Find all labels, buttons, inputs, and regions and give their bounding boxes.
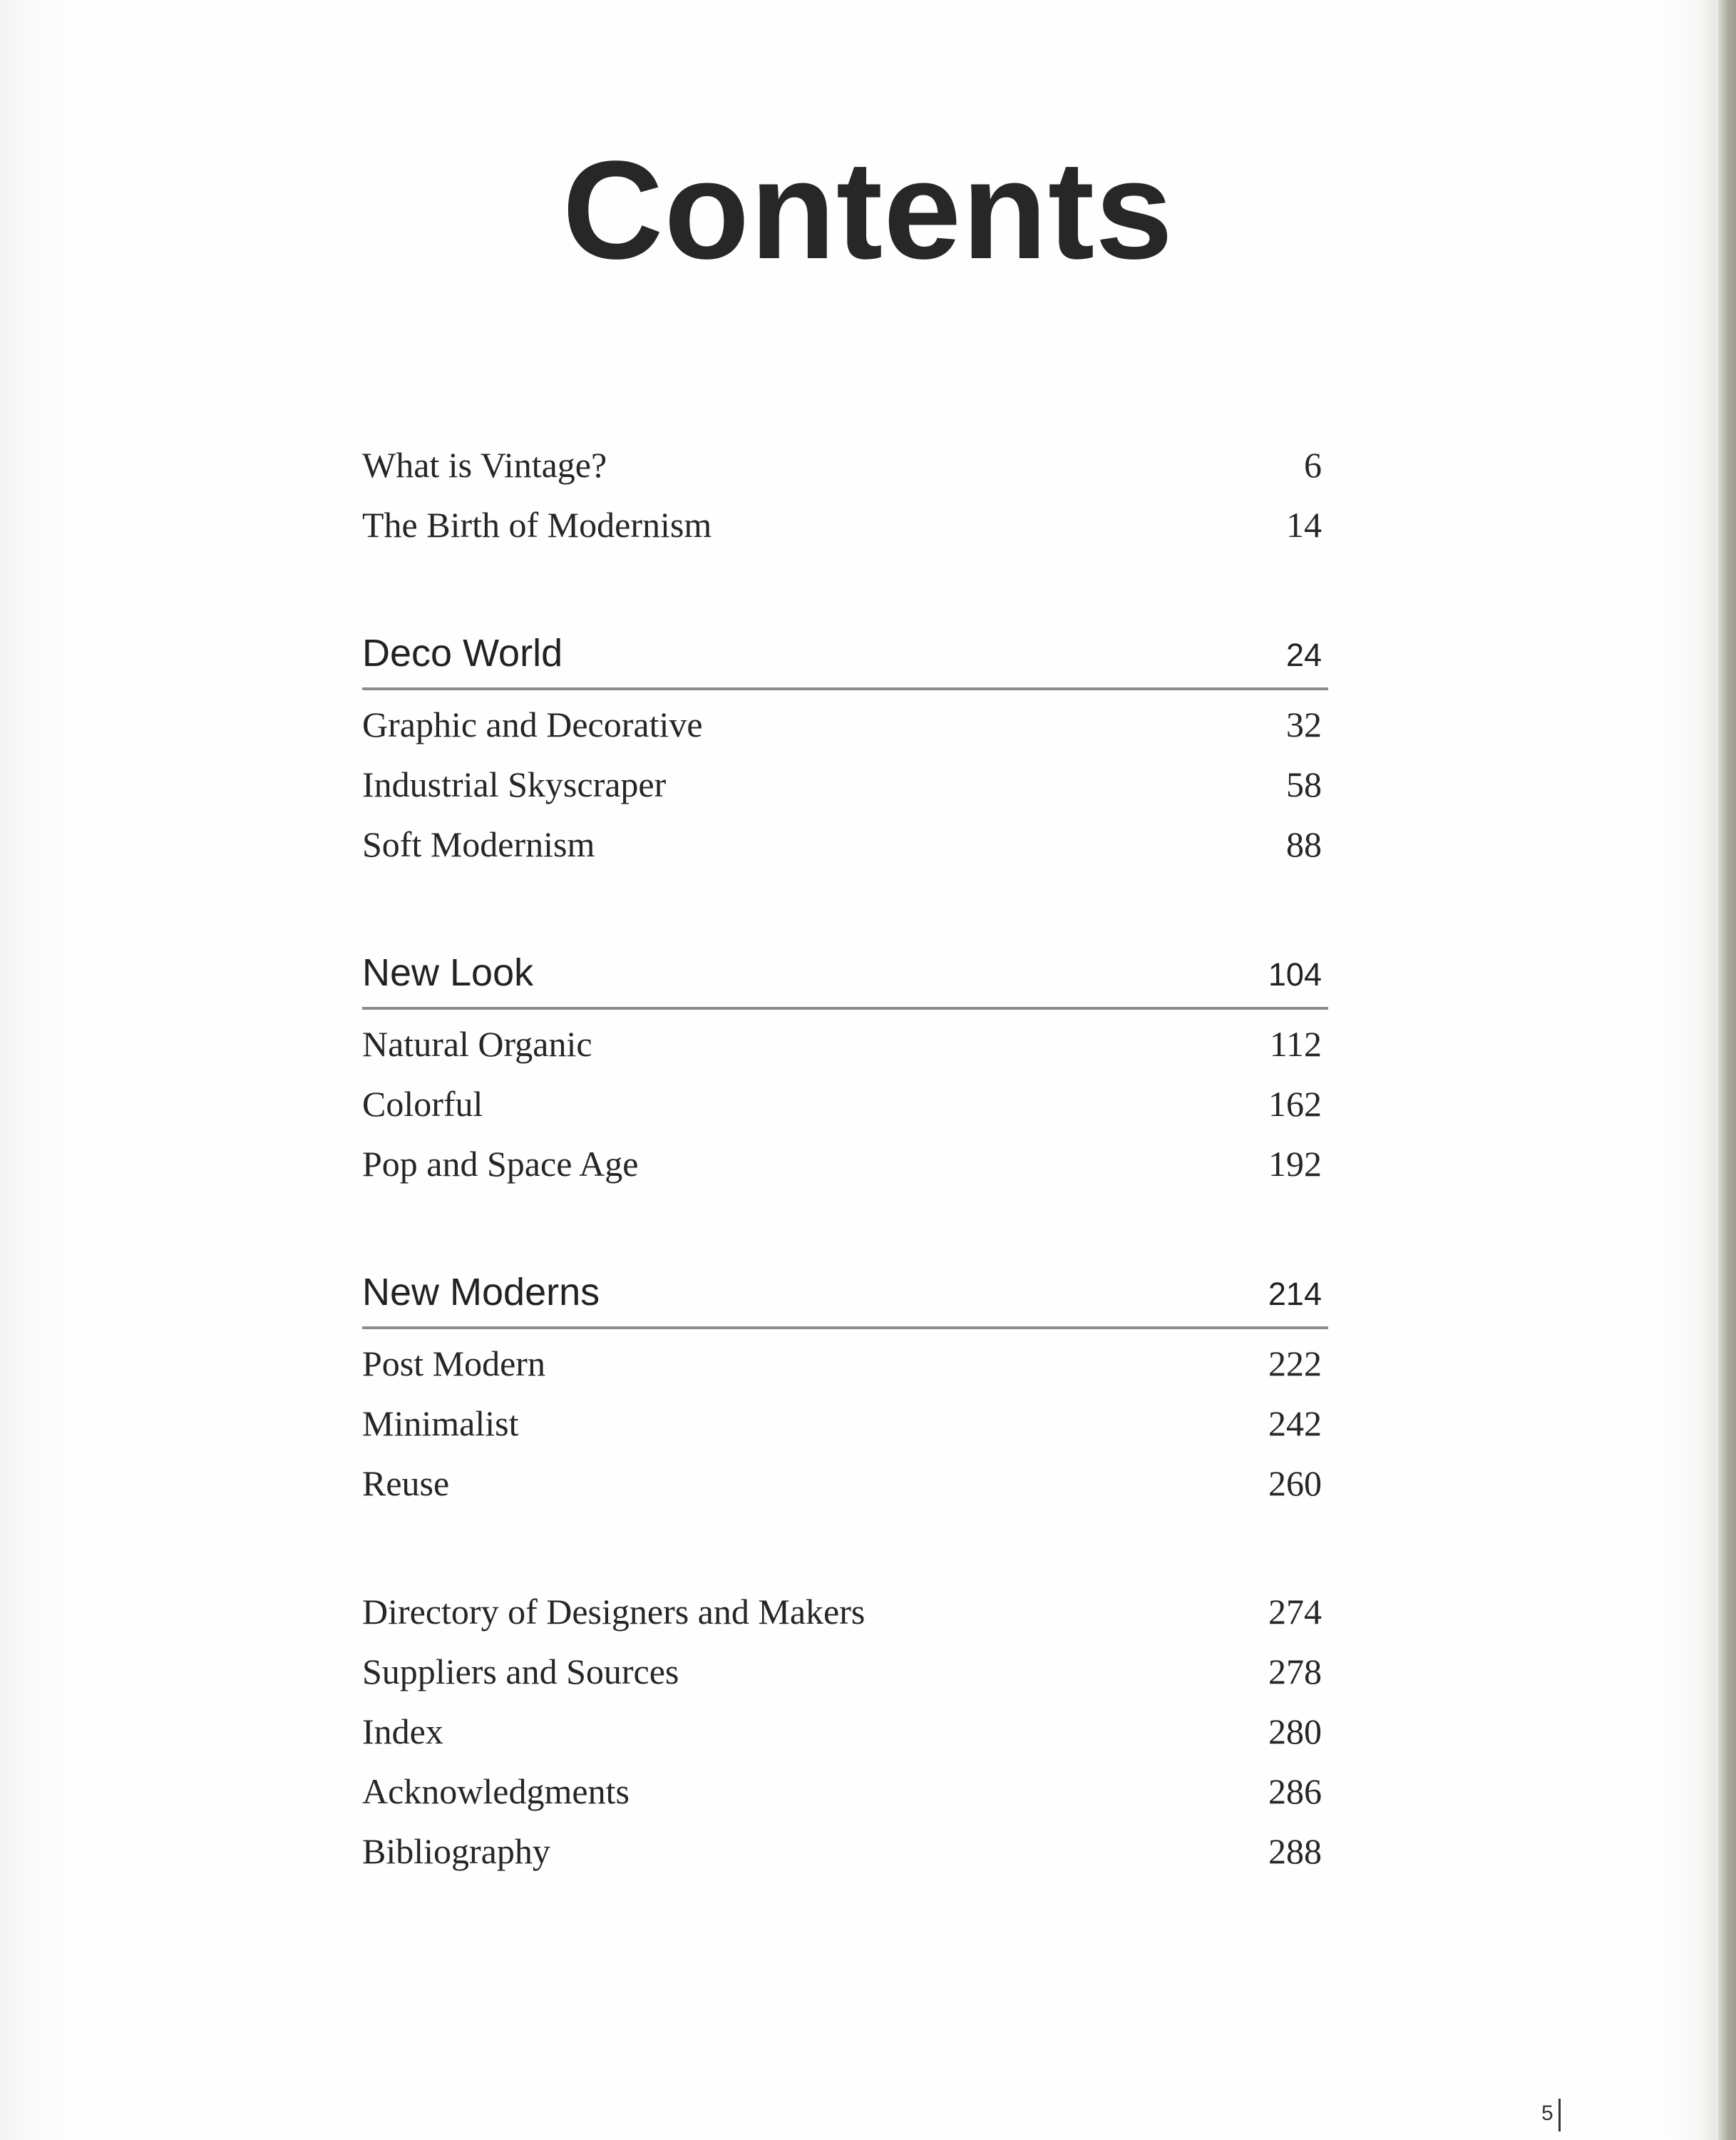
toc-entry-page: 280 <box>1268 1711 1322 1751</box>
toc-entry <box>362 1074 1328 1134</box>
toc-back-matter <box>362 1582 1328 1881</box>
toc-entry-page: 274 <box>1268 1592 1322 1632</box>
toc-entry-label: Reuse <box>362 1463 450 1503</box>
toc-entry-label: Bibliography <box>362 1831 550 1871</box>
toc-entry-page: 32 <box>1286 705 1322 744</box>
toc-section-new-moderns <box>362 1262 1328 1513</box>
toc-entry-label: What is Vintage? <box>362 445 607 485</box>
toc-entry-page: 192 <box>1268 1144 1322 1184</box>
page-gutter-edge <box>1718 0 1736 2140</box>
toc-section-deco-world <box>362 623 1328 874</box>
toc-entry-page: 88 <box>1286 824 1322 864</box>
toc-entry-label: Post Modern <box>362 1343 545 1383</box>
toc-entry-page: 278 <box>1268 1652 1322 1691</box>
section-heading-label: Deco World <box>362 632 563 675</box>
toc-entry-page: 242 <box>1268 1403 1322 1443</box>
toc-entry-label: The Birth of Modernism <box>362 505 712 545</box>
toc-entry-label: Graphic and Decorative <box>362 705 703 744</box>
toc-entry <box>362 754 1328 814</box>
toc-entry-label: Soft Modernism <box>362 824 595 864</box>
section-heading-label: New Moderns <box>362 1271 600 1314</box>
toc-entry-page: 286 <box>1268 1771 1322 1811</box>
toc-front-matter <box>362 435 1328 555</box>
section-heading-label: New Look <box>362 951 534 994</box>
toc-entry <box>362 695 1328 754</box>
toc-entry-page: 6 <box>1304 445 1322 485</box>
section-heading-page: 104 <box>1268 956 1322 993</box>
toc-entry <box>362 814 1328 874</box>
section-divider <box>362 687 1328 690</box>
toc-entry <box>362 1821 1328 1881</box>
toc-entry <box>362 1014 1328 1074</box>
toc-entry <box>362 1333 1328 1393</box>
section-heading <box>362 943 1328 1003</box>
toc-entry <box>362 1453 1328 1513</box>
toc-entry-page: 112 <box>1269 1024 1322 1064</box>
toc-entry-label: Minimalist <box>362 1403 519 1443</box>
section-divider <box>362 1326 1328 1329</box>
toc-entry-label: Colorful <box>362 1084 483 1124</box>
toc-entry-label: Acknowledgments <box>362 1771 630 1811</box>
toc-entry-label: Industrial Skyscraper <box>362 764 667 804</box>
toc-entry-page: 288 <box>1268 1831 1322 1871</box>
section-heading <box>362 623 1328 683</box>
toc-entry-page: 222 <box>1268 1343 1322 1383</box>
toc-entry <box>362 495 1328 555</box>
toc-entry <box>362 1761 1328 1821</box>
toc-entry <box>362 1642 1328 1701</box>
toc-entry-label: Suppliers and Sources <box>362 1652 679 1691</box>
toc-entry-page: 162 <box>1268 1084 1322 1124</box>
page-number-rule <box>1558 2099 1561 2131</box>
toc-entry-page: 260 <box>1268 1463 1322 1503</box>
toc-entry-label: Index <box>362 1711 443 1751</box>
toc-entry <box>362 435 1328 495</box>
toc-entry-page: 58 <box>1286 764 1322 804</box>
toc-entry-page: 14 <box>1286 505 1322 545</box>
toc-entry <box>362 1393 1328 1453</box>
toc-entry-label: Natural Organic <box>362 1024 592 1064</box>
toc-entry <box>362 1701 1328 1761</box>
toc-section-new-look <box>362 943 1328 1194</box>
toc-entry <box>362 1582 1328 1642</box>
section-heading <box>362 1262 1328 1322</box>
page-title: Contents <box>562 132 1174 288</box>
page-number: 5 <box>1541 2101 1553 2125</box>
toc-entry-label: Directory of Designers and Makers <box>362 1592 866 1632</box>
section-divider <box>362 1007 1328 1010</box>
section-heading-page: 214 <box>1268 1276 1322 1312</box>
section-heading-page: 24 <box>1285 637 1322 673</box>
toc-entry-label: Pop and Space Age <box>362 1144 639 1184</box>
table-of-contents <box>362 435 1328 1950</box>
toc-entry <box>362 1134 1328 1194</box>
